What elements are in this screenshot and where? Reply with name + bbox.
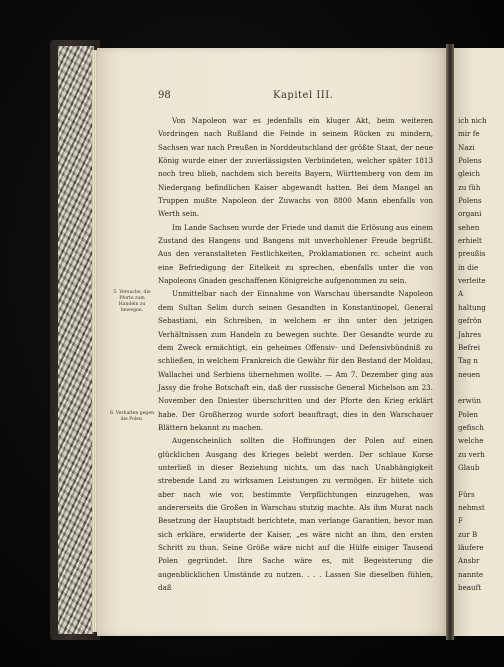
body-text <box>158 114 433 594</box>
right-page-line: Polen <box>458 409 478 419</box>
right-page-line: sehen <box>458 222 480 232</box>
paragraph: Unmittelbar nach der Einnahme von Warschau übersandte Napoleon dem Sultan Selim durch seinen Gesandten in Konstantinopel, General Sebastiani, ein Schreiben, in welchem er ihn unter den jetzigen Verhältnissen zum Handeln zu bewegen suchte. Der Gesandte wurde zu dem Zweck ermächtigt, ein geheimes Offensiv- und Defensivbündniß zu schließen, in welchem Frankreich die Gewähr für den Bestand der Moldau, Wallachei und Serbiens übernehmen wollte. — Am 7. Dezember ging aus Jassy die frohe Botschaft ein, daß der russische General Michelson am 23. November den Dniester überschritten und der Pforte den Krieg erklärt habe. Der Großherzog wurde sofort beauftragt, dies in den Warschauer Blättern bekannt zu machen. <box>158 289 433 432</box>
right-page-line: läufere <box>458 543 484 552</box>
right-page-line: zu verh <box>458 449 485 459</box>
right-page-line: Glaub <box>458 462 480 472</box>
right-page-line: Tag n <box>458 356 478 366</box>
right-page-line: Jahres <box>458 329 482 339</box>
right-page-line: haltung <box>458 302 486 312</box>
book-gutter <box>446 44 454 640</box>
paragraph: Von Napoleon war es jedenfalls ein kluger Akt, beim weiteren Vordringen nach Rußland die Feinde in seinem Rücken zu mindern, Sachsen war nach Preußen in Norddeutschland der größte Staat, der neue König wurde einer der zuverlässigsten Verbündeten, welcher später 1813 noch treu blieb, nachdem sich bereits Bayern, Württemberg von dem im Niedergang befindlichen Kaiser abgewandt hatten. Bei dem Mangel an Truppen mußte Napoleon der Zuwachs von 8800 Mann ebenfalls von Werth sein. <box>158 116 433 219</box>
margin-note: 5. Versuche, die Pforte zum Handeln zu bewegen. <box>113 290 151 313</box>
paragraph: Augenscheinlich sollten die Hoffnungen der Polen auf einen glücklichen Ausgang des Krieges belebt werden. Der schlaue Korse unterließ in dieser Beziehung nichts, um das nach Unabhängigkeit strebende Land zu wirksamen Leistungen zu vermögen. Er hütete sich aber nach wie vor, bestimmte Verpflichtungen einzugehen, was andererseits die Großen in Warschau stutzig machte. Als ihm Murat nach Besetzung der Hauptstadt berichtete, man verlange Garantien, bevor man sich erkläre, erwiderte der Kaiser, „es wäre nicht an ihm, den ersten Schritt zu thun. Seine Größe wäre nicht auf die Hülfe einiger Tausend Polen gegründet. Ihre Sache wäre es, mit Begeisterung die augenblicklichen Umstände zu nutzen. . . . Lassen Sie dieselben fühlen, daß <box>158 436 433 593</box>
right-page-line: ich nich <box>458 116 487 125</box>
right-page-line: nehmst <box>458 502 485 512</box>
right-page-line <box>458 474 504 487</box>
right-page-line: Ansbr <box>458 556 480 566</box>
right-page-line: gefisch <box>458 422 484 432</box>
right-page-line: preußis <box>458 249 486 259</box>
right-page-line <box>458 381 504 394</box>
running-title: Kapitel III. <box>273 90 334 101</box>
right-page-line: Fürs <box>458 489 475 499</box>
right-page-line: A <box>458 289 464 299</box>
right-page-line: erhielt <box>458 236 482 246</box>
right-page-line: zur B <box>458 529 478 539</box>
right-page-line: zu füh <box>458 182 481 192</box>
right-page-line: F <box>458 516 463 526</box>
right-page-line: gefrön <box>458 316 482 326</box>
margin-note: 6. Verhalten gegen die Polen. <box>109 411 155 422</box>
right-page-line: neuen <box>458 369 481 379</box>
right-page-line: Polens <box>458 196 482 206</box>
right-page-line: Nazi <box>458 142 475 152</box>
right-page-text <box>458 114 504 594</box>
right-page-line: Polens <box>458 156 482 166</box>
right-page-line: verleite <box>458 276 486 286</box>
marbled-endpaper <box>58 46 94 634</box>
right-page-edge <box>454 48 504 636</box>
right-page-line: Befrei <box>458 342 481 352</box>
right-page-line: in die <box>458 262 479 272</box>
page-number: 98 <box>158 90 171 101</box>
right-page-line: organi <box>458 209 482 219</box>
right-page-line: beauft <box>458 583 482 593</box>
right-page-line: mir fe <box>458 129 480 139</box>
right-page-line: erwün <box>458 396 481 406</box>
right-page-line: welche <box>458 436 484 446</box>
paragraph: Im Lande Sachsen wurde der Friede und damit die Erlösung aus einem Zustand des Hangens und Bangens mit unverhohlener Freude begrüßt. Aus den veranstalteten Festlichkeiten, Proklamationen rc. scheint auch eine Befriedigung der Eitelkeit zu sprechen, ebenfalls unter die von Napoleons Gnaden geschaffenen Königreiche aufgenommen zu sein. <box>158 222 433 286</box>
right-page-line: gleich <box>458 169 480 179</box>
right-page-line: nannte <box>458 569 484 579</box>
